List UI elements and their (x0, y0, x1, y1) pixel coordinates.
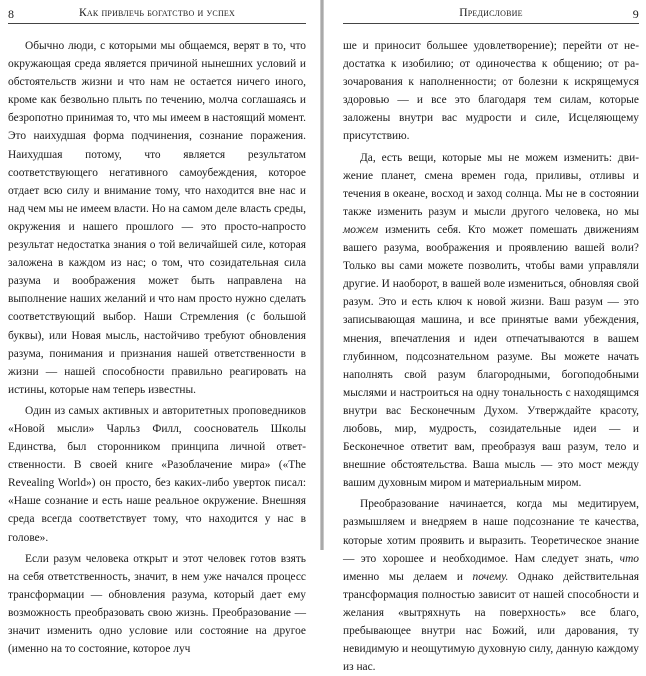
right-paragraph-3-text-a: Преобразование начинается, когда мы медитируем, размышляем и внедряем в наше подсознание те качества, которые хотим проявить и выразить. Теоретическое знание — это хорошее и необходимое. Нам следует знать, (343, 498, 639, 565)
right-running-title: Предисловие (459, 7, 523, 19)
right-paragraph-3 (343, 495, 639, 676)
left-paragraph-3: Если разум человека открыт и этот человек готов взять на себя ответственность, значит, в нем уже начался процесс трансформации — обновления разума, который дает ему возможность преобразовать свою жизнь. Преобразование — значит изменить одно условие или состояние на другое (именно на то состояние, которое луч (8, 552, 306, 656)
right-paragraph-2 (343, 149, 639, 493)
right-running-head (343, 7, 639, 24)
left-paragraph-2: Один из самых активных и авторитетных проповедников «Новой мысли» Чарльз Филл, сооснователь Школы Единства, был сторонником принципа личной ответственности. В своей книге «Разоблачение мира» («The Revealing World») он просто, без каких-либо уверток писал: «Наше сознание и есть наше реальное окружение. Внешняя среда всегда соответствует тому, что находится у нас в голове». (8, 404, 306, 544)
right-paragraph-3-emphasis-2: почему. (472, 570, 509, 583)
right-page (323, 0, 646, 674)
left-page-text (8, 37, 306, 658)
left-running-head (8, 7, 306, 24)
right-paragraph-2-emphasis: можем (343, 223, 379, 236)
left-page (0, 0, 323, 656)
right-paragraph-1 (343, 37, 639, 146)
right-paragraph-2-text-b: изменить себя. Кто может помешать движениям вашего разума, воображения и проявлению вашей воли? Только вы сами можете позволить, чтобы вами управляли другие. И наоборот, в вашей воле измениться, обновляя свой разум. Это и есть ключ к новой жизни. Ваш разум — это записывающая машина, и все принятые вами убеждения, мнения, впечатления и идеи отпечатываются в вашем глубинном, подсознательном разуме. Вы можете начать наполнять свой разум благородными, богоподобными мыслями и настроиться на одну тональность с находящимся внутри вас Бесконечным Духом. Утверждайте красоту, любовь, мир, мудрость, созидательные идеи — и Бесконечное ответит вам, преобразуя ваш разум, тело и внешние обстоятельства. Ваша мысль — это мост между вашим духовным миром и материальным миром. (343, 223, 639, 490)
right-page-text (343, 37, 639, 676)
right-paragraph-3-emphasis-1: что (619, 552, 639, 565)
right-paragraph-2-text-a: Да, есть вещи, которые мы не можем изменить: движение планет, смена времен года, приливы, отливы и течения в океане, восход и заход солнца. Мы не в состоянии также изменить разум и мысли другого человека, но мы (343, 151, 639, 218)
right-page-number: 9 (632, 7, 639, 21)
right-paragraph-1-text: ше и приносит большее удовлетворение); перейти от недостатка к изобилию; от одиночества к общению; от разочарования к наполненности; от болезни к искрящемуся здоровью — и все это благодаря тем силам, которые заложены внутри вас мудрости и силе, Исцеляющему присутствию. (343, 40, 639, 143)
right-paragraph-3-text-b: именно мы делаем и (343, 570, 473, 583)
left-paragraph-1: Обычно люди, с которыми мы общаемся, верят в то, что окружающая среда является причиной нынешних условий и обстоятельств жизни и что нам не остается ничего иного, кроме как безвольно плыть по течению, молча соглашаясь и безропотно принимая то, что мы имеем в настоящий момент. Это наихудшая форма подчинения, сознание поражения. Наихудшая потому, что является результатом соответствующего негативного самоубеждения, которое отдает всю силу и внимание тому, что находится вне нас и над чем мы не имеем власти. Но на самом деле власть среды, окружения и нашего прошлого — это просто-напросто результат недостатка знания о той величайшей силе, которая заложена в каждом из нас; о том, что созидательная сила разума и воображения может быть направлена на выполнение наших желаний и что нам просто нужно сделать соответствующий выбор. Наши Стремления (с большой буквы), или Новая мысль, настойчиво требуют обновления разума, понимания и признания нашей ответственности в жизни — нашей способности правильно реагировать на истины, которые нам теперь известны. (8, 40, 306, 396)
left-page-number: 8 (8, 7, 15, 21)
right-paragraph-3-text-c: Однако действительная трансформация полностью зависит от нашей способности и желания «вытряхнуть на поверхность» все благо, пребывающее внутри нас Божий, или дарования, ту невидимую и неощутимую духовную силу, данную каждому из нас. (343, 570, 639, 674)
left-running-title: Как привлечь богатство и успех (78, 7, 235, 19)
